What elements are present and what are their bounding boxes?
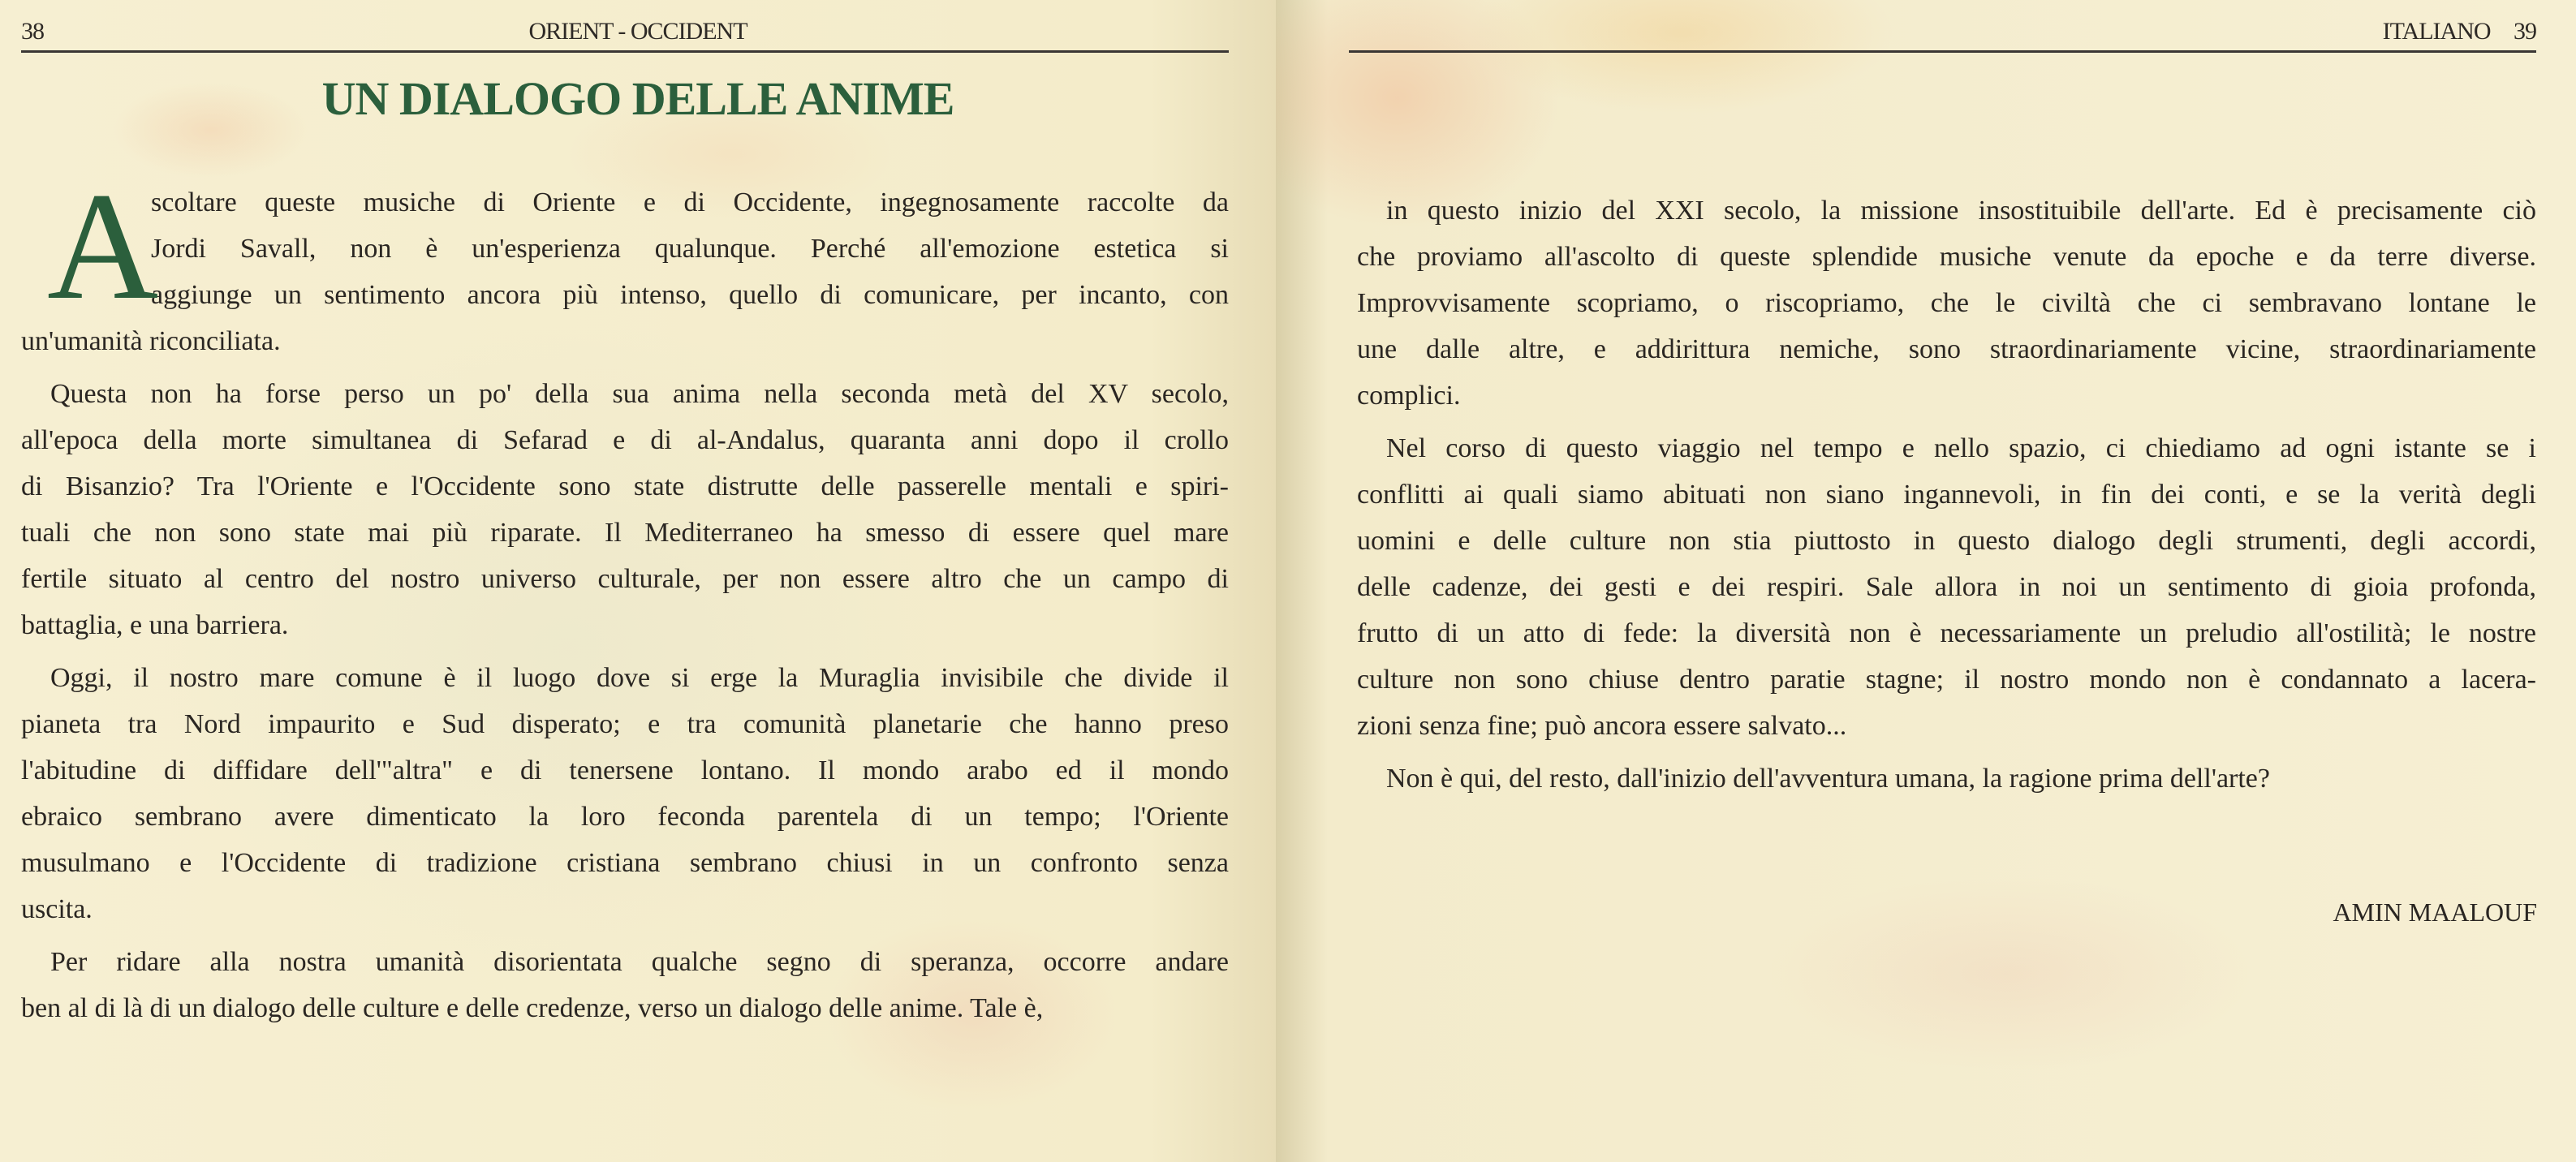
text-line: culture non sono chiuse dentro paratie stagne; il nostro mondo non è condannato a lacera-	[1357, 665, 2536, 695]
article-body	[21, 161, 1229, 1038]
text-line: Oggi, il nostro mare comune è il luogo dove si erge la Muraglia invisibile che divide il	[50, 663, 1229, 693]
paragraph	[21, 161, 1229, 364]
paragraph	[21, 655, 1229, 932]
text-line: l'abitudine di diffidare dell'"altra" e di tenersene lontano. Il mondo arabo ed il mondo	[21, 755, 1229, 785]
article-title: UN DIALOGO DELLE ANIME	[321, 72, 954, 125]
paragraph	[1357, 755, 2536, 802]
text-line: uscita.	[21, 894, 93, 924]
text-line: delle cadenze, dei gesti e dei respiri. Sale allora in noi un sentimento di gioia profonda,	[1357, 572, 2536, 602]
running-head: ITALIANO	[2382, 18, 2491, 45]
running-head-right	[2383, 18, 2536, 45]
paragraph	[21, 939, 1229, 1031]
text-line: aggiunge un sentimento ancora più intenso, quello di comunicare, per incanto, con	[151, 280, 1229, 310]
page-number: 38	[21, 18, 44, 45]
text-line: complici.	[1357, 381, 1461, 411]
text-line: fertile situato al centro del nostro universo culturale, per non essere altro che un campo di	[21, 564, 1229, 594]
text-line: Per ridare alla nostra umanità disorientata qualche segno di speranza, occorre andare	[50, 947, 1229, 977]
text-line: pianeta tra Nord impaurito e Sud disperato; e tra comunità planetarie che hanno preso	[21, 709, 1229, 739]
header-rule	[21, 50, 1229, 53]
drop-cap: A	[47, 161, 159, 332]
article-body-continued	[1357, 187, 2536, 808]
text-line: scoltare queste musiche di Oriente e di Occidente, ingegnosamente raccolte da	[151, 187, 1229, 217]
paragraph	[21, 371, 1229, 648]
text-line: Jordi Savall, non è un'esperienza qualunque. Perché all'emozione estetica si	[151, 234, 1229, 264]
text-line: ben al di là di un dialogo delle culture e delle credenze, verso un dialogo delle anime. Tale è,	[21, 993, 1044, 1023]
header-rule	[1349, 50, 2536, 53]
text-line: conflitti ai quali siamo abituati non siano ingannevoli, in fin dei conti, e se la verità degli	[1357, 480, 2536, 510]
text-line: Non è qui, del resto, dall'inizio dell'avventura umana, la ragione prima dell'arte?	[1386, 764, 2270, 794]
page-number: 39	[2514, 18, 2536, 45]
text-line: tuali che non sono state mai più riparate. Il Mediterraneo ha smesso di essere quel mare	[21, 518, 1229, 548]
left-page	[0, 0, 1276, 1162]
running-head: ORIENT - OCCIDENT	[528, 18, 747, 45]
paragraph	[1357, 425, 2536, 749]
text-line: une dalle altre, e addirittura nemiche, sono straordinariamente vicine, straordinariamente	[1357, 334, 2536, 364]
text-line: di Bisanzio? Tra l'Oriente e l'Occidente sono state distrutte delle passerelle mentali e spiri-	[21, 471, 1229, 501]
text-line: Improvvisamente scopriamo, o riscopriamo, che le civiltà che ci sembravano lontane le	[1357, 288, 2536, 318]
text-line: ebraico sembrano avere dimenticato la loro feconda parentela di un tempo; l'Oriente	[21, 802, 1229, 832]
author-signature: AMIN MAALOUF	[2333, 897, 2537, 927]
text-line: che proviamo all'ascolto di queste splendide musiche venute da epoche e da terre diverse.	[1357, 242, 2536, 272]
text-line: zioni senza fine; può ancora essere salvato...	[1357, 711, 1847, 741]
paragraph	[1357, 187, 2536, 419]
right-page	[1276, 0, 2576, 1162]
text-line: all'epoca della morte simultanea di Sefarad e di al-Andalus, quaranta anni dopo il crollo	[21, 425, 1229, 455]
text-line: Questa non ha forse perso un po' della sua anima nella seconda metà del XV secolo,	[50, 379, 1229, 409]
text-line: in questo inizio del XXI secolo, la missione insostituibile dell'arte. Ed è precisamente ciò	[1386, 196, 2536, 226]
text-line: un'umanità riconciliata.	[21, 326, 281, 356]
text-line: uomini e delle culture non stia piuttosto in questo dialogo degli strumenti, degli accordi,	[1357, 526, 2536, 556]
text-line: musulmano e l'Occidente di tradizione cristiana sembrano chiusi in un confronto senza	[21, 848, 1229, 878]
text-line: frutto di un atto di fede: la diversità non è necessariamente un preludio all'ostilità; le nostre	[1357, 618, 2536, 648]
text-line: Nel corso di questo viaggio nel tempo e nello spazio, ci chiediamo ad ogni istante se i	[1386, 433, 2536, 463]
text-line: battaglia, e una barriera.	[21, 610, 289, 640]
